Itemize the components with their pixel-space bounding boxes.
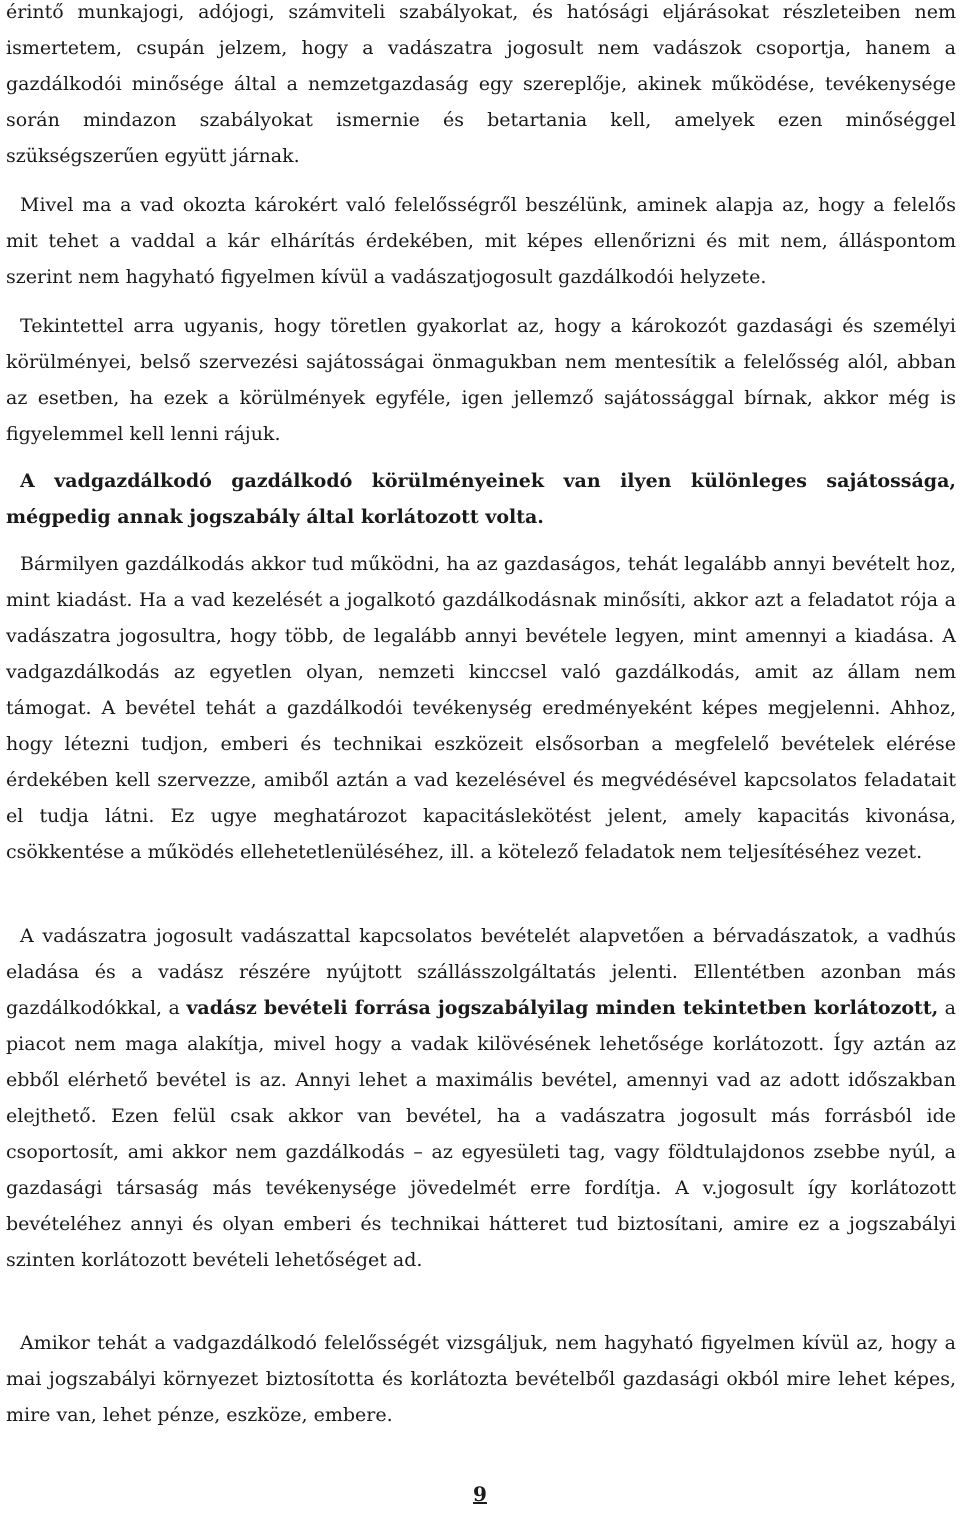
paragraph-6-bold-phrase: vadász bevételi forrása jogszabályilag minden tekintetben korlátozott, — [186, 997, 939, 1019]
paragraph-6-text-after: a piacot nem maga alakítja, mivel hogy a vadak kilövésének lehetősége korlátozott. Így aztán az ebből elérhető bevétel is az. Annyi lehet a maximális bevétel, amennyi vad az adott időszakban elejthető. Ezen felül csak akkor van bevétel, ha a vadászatra jogosult más forrásból ide csoportosít, ami akkor nem gazdálkodás – az egyesületi tag, vagy földtulajdonos zsebbe nyúl, a gazdasági társaság más tevékenysége jövedelmét erre fordítja. A v.jogosult így korlátozott bevételéhez annyi és olyan emberi és technikai hátteret tud biztosítani, amire ez a jogszabályi szinten korlátozott bevételi lehetőséget ad. — [6, 997, 957, 1271]
paragraph-6 — [6, 918, 956, 1278]
paragraph-1: érintő munkajogi, adójogi, számviteli szabályokat, és hatósági eljárásokat részleteiben nem ismertetem, csupán jelzem, hogy a vadászatra jogosult nem vadászok csoportja, hanem a gazdálkodói minősége által a nemzetgazdaság egy szereplője, akinek működése, tevékenysége során mindazon szabályokat ismernie és betartania kell, amelyek ezen minőséggel szükségszerűen együtt járnak. — [6, 1, 956, 167]
paragraph-4-bold: A vadgazdálkodó gazdálkodó körülményeinek van ilyen különleges sajátossága, mégpedig annak jogszabály által korlátozott volta. — [6, 470, 956, 528]
page-number: 9 — [473, 1482, 487, 1506]
paragraph-7: Amikor tehát a vadgazdálkodó felelősségét vizsgáljuk, nem hagyható figyelmen kívül az, hogy a mai jogszabályi környezet biztosította és korlátozta bevételből gazdasági okból mire lehet képes, mire van, lehet pénze, eszköze, embere. — [6, 1332, 956, 1426]
paragraph-2: Mivel ma a vad okozta károkért való felelősségről beszélünk, aminek alapja az, hogy a felelős mit tehet a vaddal a kár elhárítás érdekében, mit képes ellenőrizni és mit nem, álláspontom szerint nem hagyható figyelmen kívül a vadászatjogosult gazdálkodói helyzete. — [6, 194, 956, 288]
paragraph-5: Bármilyen gazdálkodás akkor tud működni, ha az gazdaságos, tehát legalább annyi bevételt hoz, mint kiadást. Ha a vad kezelését a jogalkotó gazdálkodásnak minősíti, akkor azt a feladatot rója a vadászatra jogosultra, hogy több, de legalább annyi bevétele legyen, mint amennyi a kiadása. A vadgazdálkodás az egyetlen olyan, nemzeti kinccsel való gazdálkodás, amit az állam nem támogat. A bevétel tehát a gazdálkodói tevékenység eredményeként képes megjelenni. Ahhoz, hogy létezni tudjon, emberi és technikai eszközeit elsősorban a megfelelő bevételek elérése érdekében kell szervezze, amiből aztán a vad kezelésével és megvédésével kapcsolatos feladatait el tudja látni. Ez ugye meghatározot kapacitáslekötést jelent, amely kapacitás kivonása, csökkentése a működés ellehetetlenüléséhez, ill. a kötelező feladatok nem teljesítéséhez vezet. — [6, 553, 956, 863]
paragraph-3: Tekintettel arra ugyanis, hogy töretlen gyakorlat az, hogy a károkozót gazdasági és személyi körülményei, belső szervezési sajátosságai önmagukban nem mentesítik a felelősség alól, abban az esetben, ha ezek a körülmények egyféle, igen jellemző sajátossággal bírnak, akkor még is figyelemmel kell lenni rájuk. — [6, 315, 956, 445]
paragraph-6-text-before: A vadászatra jogosult vadászattal kapcsolatos bevételét alapvetően a bérvadászatok, a vadhús eladása és a vadász részére nyújtott szállásszolgáltatás jelenti. Ellentétben azonban más gazdálkodókkal, a — [6, 925, 956, 1019]
